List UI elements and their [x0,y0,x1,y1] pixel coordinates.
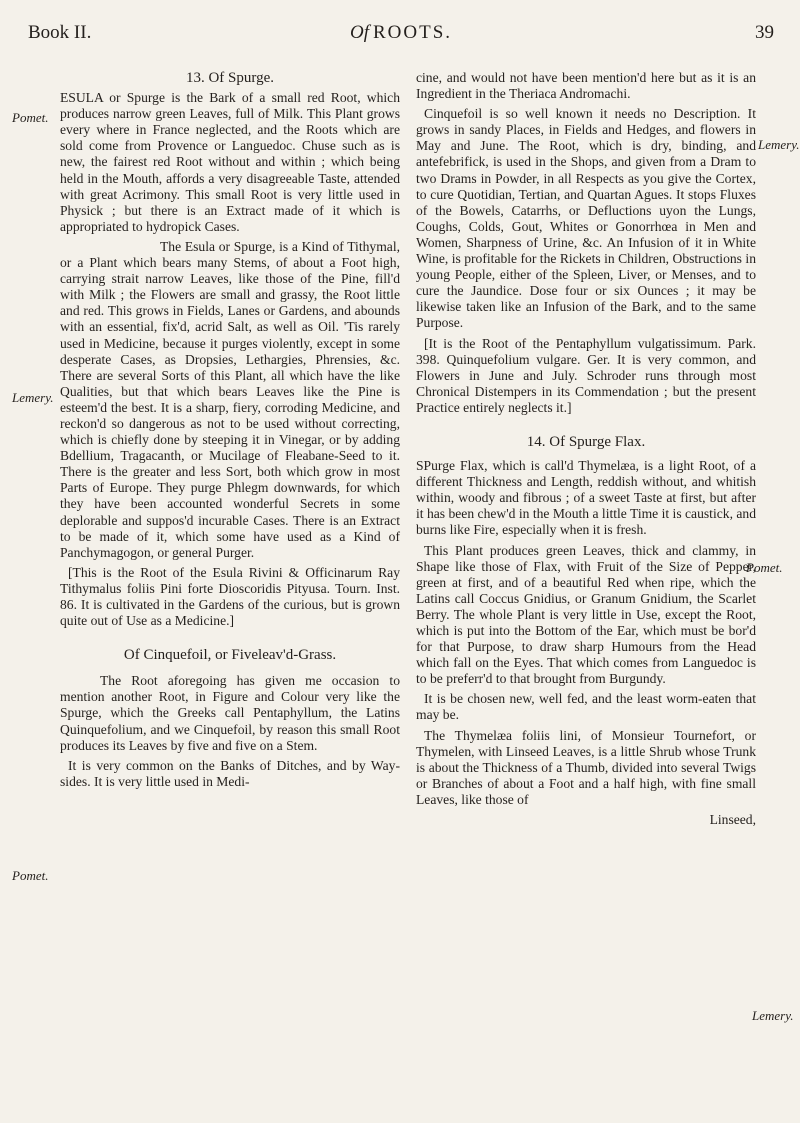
paragraph: cine, and would not have been mention'd here but as it is an Ingredient in the Theriaca Andromachi. [416,70,756,102]
paragraph: The Esula or Spurge, is a Kind of Tithymal, or a Plant which bears many Stems, of about a Foot high, carrying strait narrow Leaves, like those of the Pine, fill'd with Milk ; the Flowers are small and grassy, the Root little and red. This grows in Fields, Lanes or Gardens, and abounds with an essential, fix'd, acrid Salt, as well as Oil. 'Tis rarely used in Medicine, because it purges violently, except in some desperate Cases, as Dropsies, Lethargies, Phrensies, &c. There are several Sorts of this Plant, all which have the like Qualities, but that which bears Leaves like the Pine is esteem'd the best. It is a sharp, fiery, corroding Medicine, and reckon'd so dangerous as not to be used without correcting, which is chiefly done by steeping it in Vinegar, or by adding Bdellium, Tragacanth, or Mucilage of Fleabane-Seed to it. There is the greater and less Sort, both which grow in most Parts of Europe. They purge Phlegm downwards, for which they have been accounted wonderful Secrets in some deplorable and suppos'd incurable Cases. There is an Extract to be made of it, which some have used as a Kind of Panchymagogon, or general Purger. [60,238,400,560]
paragraph: This Plant produces green Leaves, thick and clammy, in Shape like those of Flax, with Fruit of the Size of Pepper, green at first, and of a beautiful Red when ripe, which the Latins call Coccus Gnidius, or Granum Gnidium, the Scarlet Berry. The whole Plant is very little in Use, except the Root, which is put into the Bottom of the Ear, which must be bor'd for that Purpose, to draw sharp Humours from the Head which fall on the Eyes. That which comes from Languedoc is to be preferr'd to that brought from Burgundy. [416,542,756,687]
paragraph: ESULA or Spurge is the Bark of a small red Root, which produces narrow green Leaves, full of Milk. This Plant grows every where in France neglected, and the Roots which are sold come from Provence or Languedoc. Chuse such as is new, the fairest red Root without and within ; which being held in the Mouth, affords a very disagreeable Taste, attended with great Acrimony. This small Root is very little used in Physick ; but there is an Extract made of it which is appropriated to hydropick Cases. [60,90,400,234]
page-number: 39 [755,22,774,43]
bracket-note: [It is the Root of the Pentaphyllum vulgatissimum. Park. 398. Quinquefolium vulgare. Ger. It is very common, and Flowers in June and July. Schroder runs through most Chronical Distempers in its Commendation ; but the present Practice entirely neglects it.] [416,335,756,415]
paragraph: It is very common on the Banks of Ditches, and by Way-sides. It is very little used in Medi- [60,757,400,789]
section-heading: Of Cinquefoil, or Fiveleav'd-Grass. [123,647,337,664]
paragraph: The Thymelæa foliis lini, of Monsieur Tournefort, or Thymelen, with Linseed Leaves, is a little Shrub whose Trunk is about the Thickness of a Thumb, divided into several Twigs or Branches of about a Foot and a half high, with fine small Leaves, like those of [416,727,756,807]
running-title-text: ROOTS. [372,22,453,43]
margin-note-pomet: Pomet. [12,868,49,883]
running-title [28,22,774,44]
section-heading: 14. Of Spurge Flax. [526,433,646,450]
running-title-prefix: Of [349,22,369,43]
paragraph: The Root aforegoing has given me occasion to mention another Root, in Figure and Colour very like the Spurge, which the Greeks call Pentaphyllum, the Latins Quinquefolium, and we Cinquefoil, by reason this small Root produces its Leaves by five and five on a Stem. [60,673,400,753]
book-label: Book II. [28,22,92,43]
paragraph: Cinquefoil is so well known it needs no Description. It grows in sandy Places, in Fields and Hedges, and flowers in May and June. The Root, which is dry, binding, and antefebrifick, is used in the Shops, and given from a Dram to two Drams in Powder, in all Respects as you give the Cortex, to cure Quotidian, Tertian, and Quartan Agues. It stops Fluxes of the Bowels, Catarrhs, or Defluctions uyon the Lungs, Coughs, Colds, Gout, Whites or Gonorrhœa in Men and Women, Sharpness of Urine, &c. An Infusion of it in White Wine, is profitable for the Rickets in Children, Obstructions in young People, either of the Spleen, Liver, or Menses, and to cure the Jaundice. Dose four or six Ounces ; it may be likewise taken like an Infusion of the Bark, and to the same Purpose. [416,106,756,331]
margin-note-lemery: Lemery. [758,137,800,152]
margin-note-pomet: Pomet. [746,560,783,575]
bracket-note: [This is the Root of the Esula Rivini & Officinarum Ray Tithymalus foliis Pini forte Dioscoridis Pityusa. Tourn. Inst. 86. It is cultivated in the Gardens of the curious, but is grown quite out of Use as a Medicine.] [60,564,400,629]
right-column [416,70,756,832]
section-heading: 13. Of Spurge. [185,70,275,86]
margin-note-lemery: Lemery. [12,390,54,405]
running-header [28,22,774,56]
catchword: Linseed, [709,812,756,828]
margin-note-pomet: Pomet. [12,110,49,125]
paragraph: It is be chosen new, well fed, and the least worm-eaten that may be. [416,691,756,723]
margin-note-lemery: Lemery. [752,1008,794,1023]
paragraph: SPurge Flax, which is call'd Thymelæa, is a light Root, of a different Thickness and Length, reddish without, and whitish within, woody and fibrous ; of a sweet Taste at first, but after it has been chew'd in the Mouth a little Time it is caustick, and burns like Fire, especially when it is fresh. [416,458,756,538]
left-column [60,70,400,794]
